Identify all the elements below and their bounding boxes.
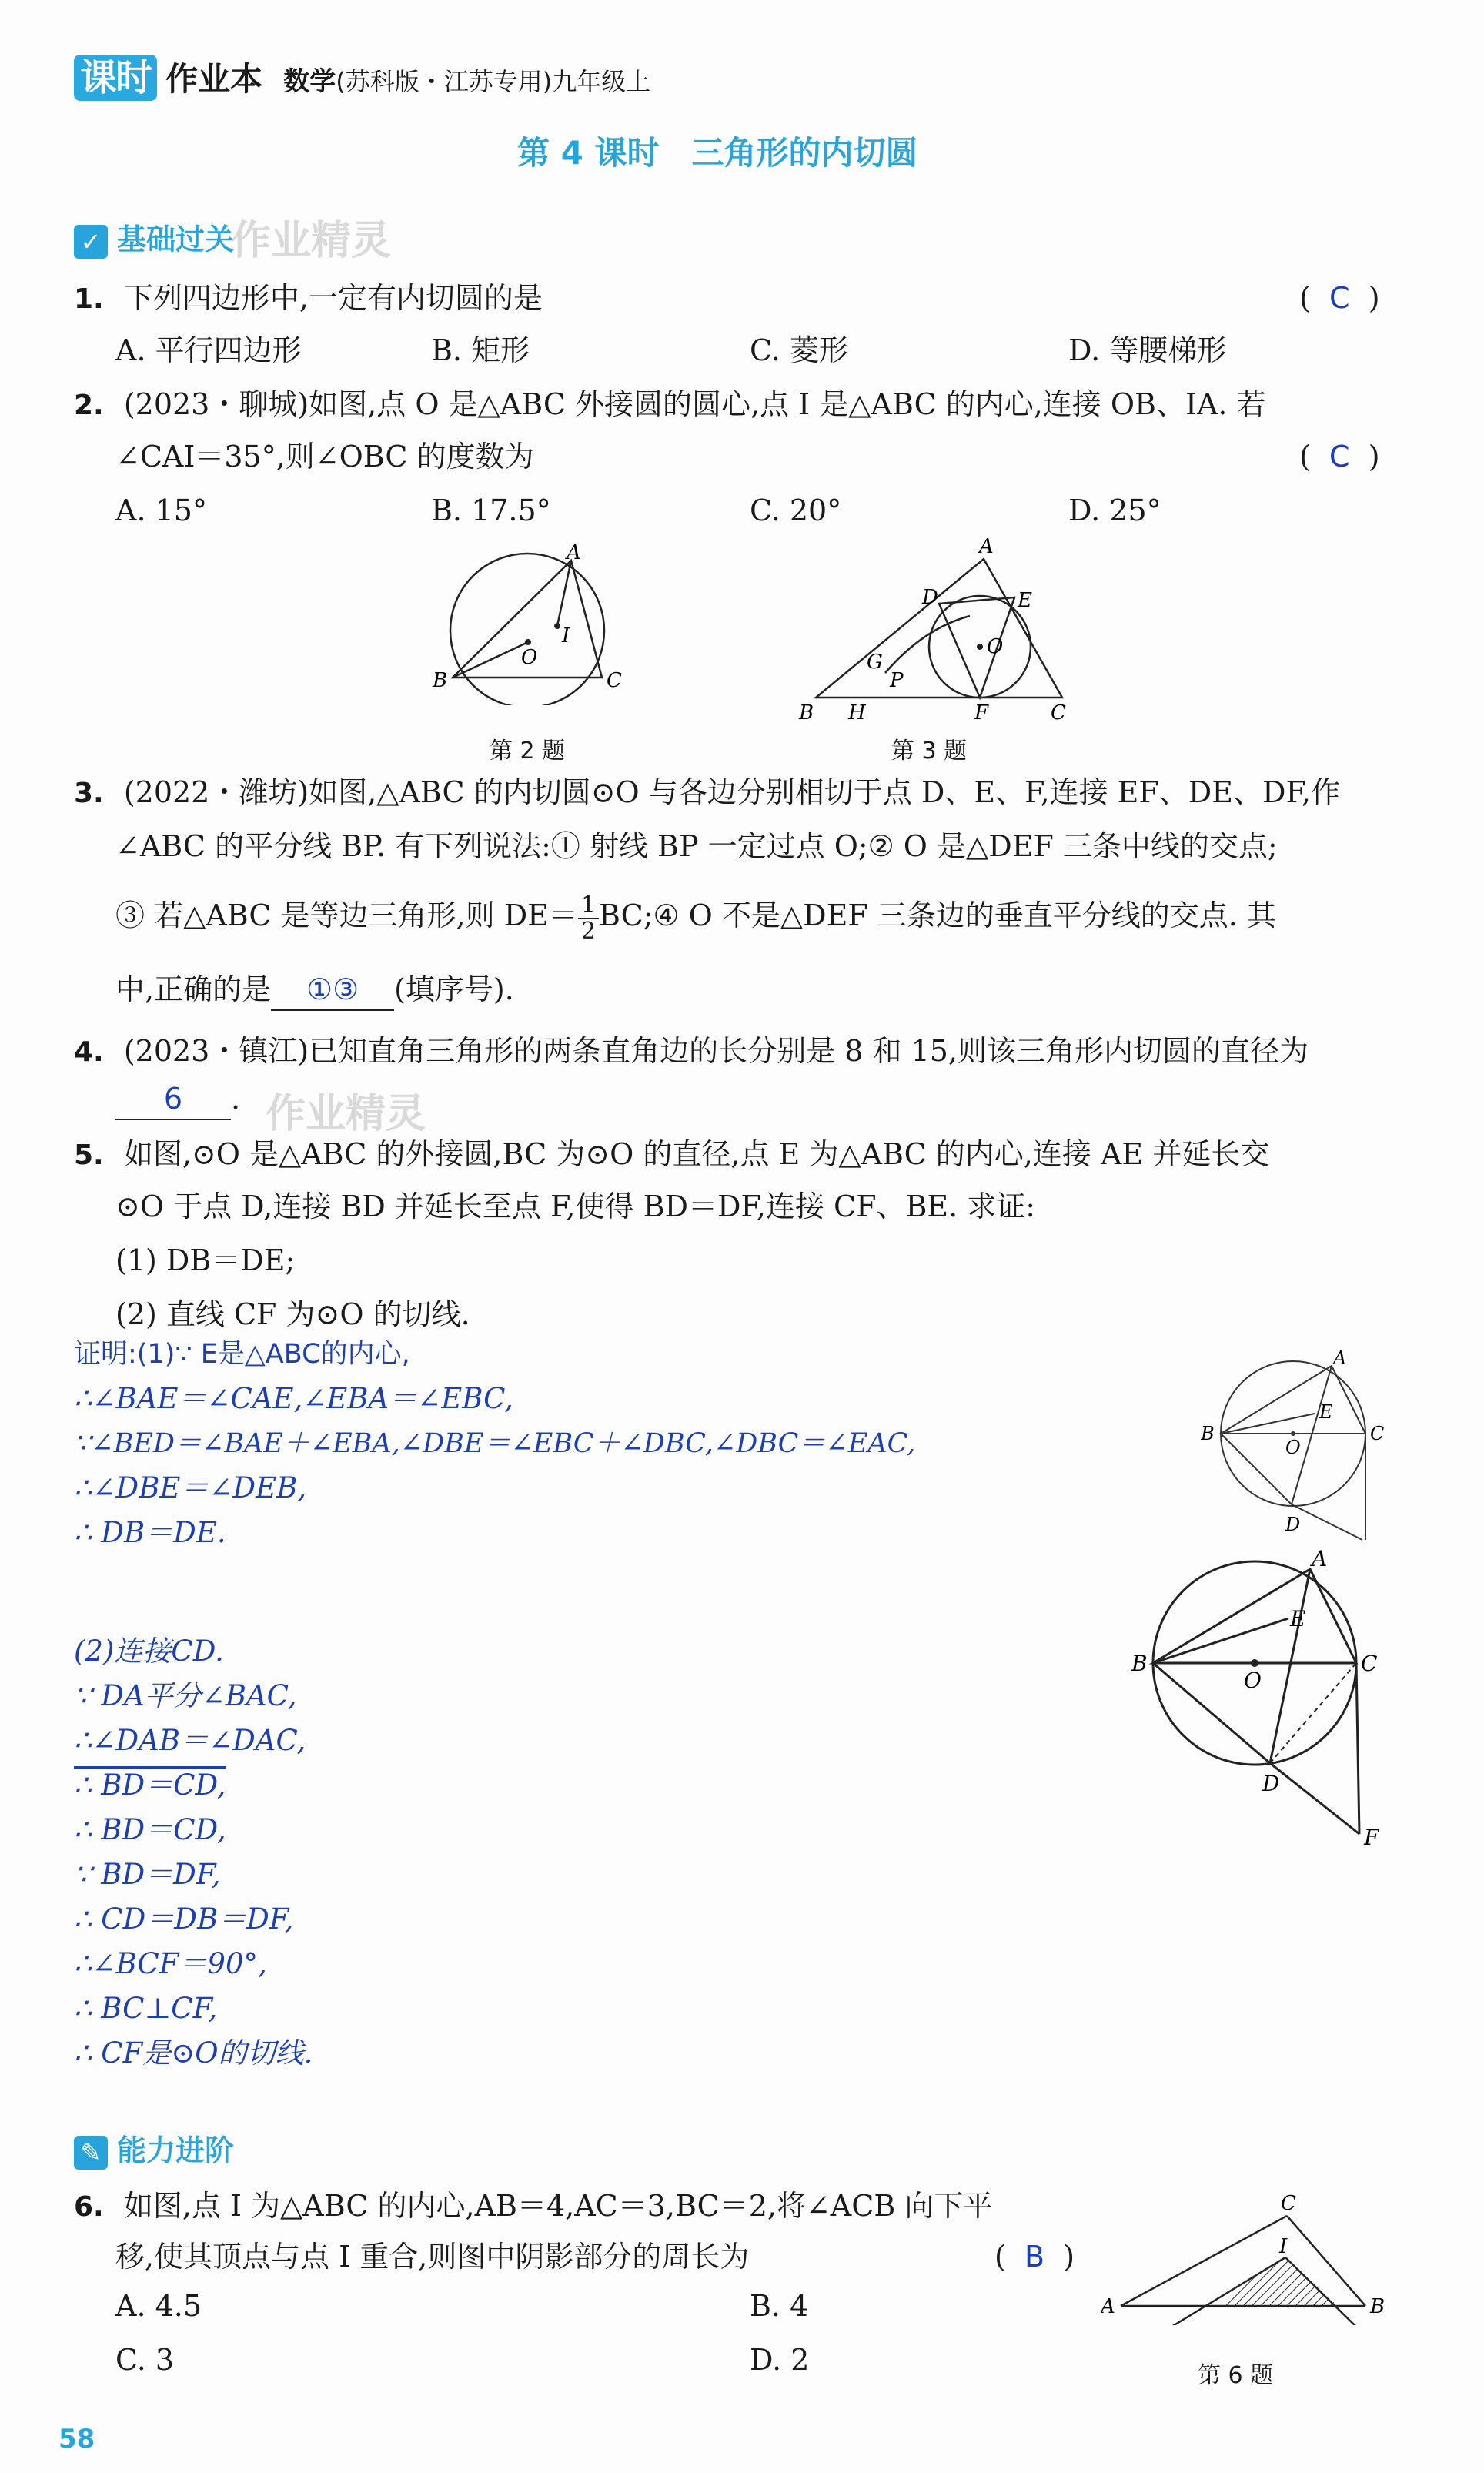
- q6-answer-bracket: ( B ): [994, 2240, 1075, 2274]
- q6-line1: [74, 2187, 992, 2227]
- section-basic-label: 基础过关: [117, 223, 235, 256]
- svg-text:E: E: [1018, 589, 1032, 612]
- q6-option-c: C. 3: [115, 2343, 175, 2377]
- q3-line4: [115, 970, 514, 1011]
- svg-text:D: D: [1285, 1514, 1301, 1535]
- q5-line1: [74, 1135, 1269, 1175]
- figure-q3: [793, 536, 1078, 728]
- proof2-line: ∴ BC⊥CF,: [74, 1992, 218, 2025]
- q4-text: (2023・镇江)已知直角三角形的两条直角边的长分别是 8 和 15,则该三角形内切圆的直径为: [123, 1034, 1309, 1068]
- q3-text-3a: ③ 若△ABC 是等边三角形,则 DE＝: [115, 899, 578, 932]
- svg-text:A: A: [1101, 2295, 1115, 2318]
- svg-text:C: C: [1370, 1423, 1385, 1444]
- q3-figure-caption: 第 3 题: [891, 738, 968, 765]
- figure-q5-large: [1131, 1548, 1393, 1848]
- proof1-line: 证明:(1)∵ E是△ABC的内心,: [74, 1339, 410, 1370]
- q2-answer: C: [1329, 440, 1350, 474]
- proof1-line: ∵∠BED＝∠BAE＋∠EBA,∠DBE＝∠EBC＋∠DBC,∠DBC＝∠EAC,: [74, 1428, 916, 1459]
- q4-answer: 6: [115, 1079, 231, 1120]
- q6-answer: B: [1024, 2240, 1045, 2274]
- watermark-1: 作业精灵: [231, 218, 392, 264]
- fraction-denominator: 2: [580, 917, 596, 945]
- section-advanced-label: 能力进阶: [117, 2133, 235, 2167]
- q3-answer: ①③: [271, 970, 394, 1011]
- q3-text-1: (2022・潍坊)如图,△ABC 的内切圆⊙O 与各边分别相切于点 D、E、F,连接 EF、DE、DF,作: [123, 775, 1340, 809]
- svg-text:F: F: [1364, 1825, 1379, 1848]
- q6-option-a: A. 4.5: [115, 2289, 202, 2323]
- svg-text:A: A: [979, 536, 994, 558]
- figure-q5-small: [1201, 1347, 1385, 1548]
- svg-text:I: I: [562, 624, 570, 648]
- proof2-line: ∴ BD＝CD,: [74, 1769, 226, 1802]
- proof-part2: [74, 1629, 313, 2076]
- q2-answer-bracket: ( C ): [1299, 440, 1380, 474]
- q3-line1: [74, 773, 1340, 813]
- proof2-line: ∴∠DAB＝∠DAC,: [74, 1724, 306, 1757]
- q4-line2: [115, 1079, 240, 1120]
- q5-text-1: 如图,⊙O 是△ABC 的外接圆,BC 为⊙O 的直径,点 E 为△ABC 的内心,连接 AE 并延长交: [123, 1137, 1270, 1171]
- svg-text:B: B: [1131, 1651, 1148, 1676]
- header: [74, 48, 650, 101]
- q2-option-a: A. 15°: [115, 494, 207, 527]
- q2-option-c: C. 20°: [750, 494, 842, 527]
- section-basic-heading: [74, 216, 234, 259]
- svg-text:A: A: [567, 544, 581, 564]
- q2-line2: ∠CAI＝35°,则∠OBC 的度数为: [115, 440, 534, 474]
- q6-option-d: D. 2: [750, 2343, 810, 2377]
- q1-answer: C: [1329, 281, 1350, 315]
- svg-text:A: A: [1333, 1347, 1347, 1369]
- svg-text:C: C: [607, 669, 622, 692]
- q4-line1: [74, 1032, 1309, 1072]
- section-advanced-heading: [74, 2127, 234, 2170]
- svg-text:B: B: [1370, 2295, 1385, 2318]
- svg-text:B: B: [433, 669, 448, 692]
- svg-text:D: D: [1262, 1771, 1280, 1796]
- proof2-line: ∴∠BCF＝90°,: [74, 1947, 267, 1980]
- svg-text:C: C: [1361, 1651, 1378, 1676]
- proof1-line: ∴∠DBE＝∠DEB,: [74, 1471, 307, 1504]
- q6-line2: 移,使其顶点与点 I 重合,则图中阴影部分的周长为: [115, 2240, 750, 2274]
- svg-text:O: O: [1244, 1668, 1262, 1693]
- proof2-line: (2)连接CD.: [74, 1635, 224, 1668]
- proof1-line: ∴ DB＝DE.: [74, 1516, 226, 1549]
- q2-option-b: B. 17.5°: [431, 494, 551, 527]
- q1-option-b: B. 矩形: [431, 333, 530, 367]
- svg-text:I: I: [1279, 2235, 1288, 2258]
- q3-number: 3.: [74, 778, 104, 809]
- q1-answer-bracket: ( C ): [1299, 281, 1380, 315]
- proof2-line: ∵ BD＝DF,: [74, 1858, 221, 1891]
- proof2-line: ∴ CD＝DB＝DF,: [74, 1902, 294, 1936]
- pencil-icon: ✎: [74, 2136, 108, 2170]
- q6-option-b: B. 4: [750, 2289, 809, 2323]
- q3-text-4a: 中,正确的是: [115, 972, 272, 1006]
- q3-line2: ∠ABC 的平分线 BP. 有下列说法:① 射线 BP 一定过点 O;② O 是△DEF 三条中线的交点;: [115, 829, 1278, 863]
- svg-text:F: F: [974, 701, 989, 724]
- figure-q6: [1101, 2187, 1401, 2325]
- proof2-line: ∴ CF是⊙O的切线.: [74, 2036, 313, 2070]
- lesson-title: 第 4 课时 三角形的内切圆: [517, 134, 918, 172]
- q5-sub2: (2) 直线 CF 为⊙O 的切线.: [115, 1297, 470, 1331]
- q6-figure-caption: 第 6 题: [1198, 2362, 1274, 2389]
- fraction-one-half: [578, 893, 599, 943]
- q4-number: 4.: [74, 1036, 104, 1068]
- q1-option-a: A. 平行四边形: [115, 333, 302, 367]
- q5-line2: ⊙O 于点 D,连接 BD 并延长至点 F,使得 BD＝DF,连接 CF、BE. 求证:: [115, 1190, 1036, 1223]
- watermark-2: 作业精灵: [266, 1091, 426, 1137]
- fraction-numerator: 1: [578, 893, 599, 919]
- checkbox-icon: ✓: [74, 225, 108, 259]
- q1-stem: [74, 279, 543, 319]
- q2-option-d: D. 25°: [1068, 494, 1161, 527]
- svg-text:O: O: [521, 646, 538, 669]
- q5-sub1: (1) DB＝DE;: [115, 1243, 296, 1277]
- q3-text-4b: (填序号).: [394, 972, 514, 1006]
- svg-text:D: D: [922, 586, 938, 609]
- svg-text:C: C: [1281, 2192, 1296, 2215]
- q1-option-d: D. 等腰梯形: [1068, 333, 1227, 367]
- figure-q2: [431, 544, 647, 705]
- q2-number: 2.: [74, 390, 104, 421]
- edition: (苏科版・江苏专用)九年级上: [336, 67, 651, 96]
- q4-end: .: [231, 1082, 241, 1116]
- svg-text:O: O: [987, 635, 1004, 658]
- proof1-line: ∴∠BAE＝∠CAE,∠EBA＝∠EBC,: [74, 1382, 513, 1415]
- q1-text: 下列四边形中,一定有内切圆的是: [123, 281, 543, 315]
- q6-text-1: 如图,点 I 为△ABC 的内心,AB＝4,AC＝3,BC＝2,将∠ACB 向下平: [123, 2189, 993, 2223]
- book-name: 作业本: [165, 60, 263, 98]
- q5-number: 5.: [74, 1139, 104, 1171]
- q2-line1: [74, 385, 1266, 425]
- svg-text:G: G: [867, 651, 883, 674]
- svg-text:H: H: [848, 701, 866, 724]
- logo: 课时: [74, 55, 157, 101]
- svg-text:E: E: [1319, 1401, 1333, 1423]
- svg-text:E: E: [1290, 1606, 1306, 1631]
- proof2-line: ∴ BD＝CD,: [74, 1813, 226, 1846]
- q2-figure-caption: 第 2 题: [490, 738, 566, 765]
- svg-text:O: O: [1285, 1437, 1301, 1458]
- svg-text:A: A: [1312, 1548, 1328, 1571]
- svg-text:B: B: [1201, 1423, 1215, 1444]
- proof2-line: ∵ DA平分∠BAC,: [74, 1679, 297, 1712]
- q3-line3: [115, 893, 1276, 943]
- q6-number: 6.: [74, 2191, 104, 2223]
- q2-text-1: (2023・聊城)如图,点 O 是△ABC 外接圆的圆心,点 I 是△ABC 的内心,连接 OB、IA. 若: [123, 387, 1266, 421]
- page-number: 58: [58, 2424, 95, 2455]
- subject: 数学: [283, 66, 336, 97]
- proof-part1: [74, 1332, 915, 1555]
- q1-number: 1.: [74, 283, 104, 315]
- q1-option-c: C. 菱形: [750, 333, 848, 367]
- svg-text:C: C: [1051, 701, 1066, 724]
- svg-text:P: P: [890, 669, 904, 692]
- q3-text-3b: BC;④ O 不是△DEF 三条边的垂直平分线的交点. 其: [599, 899, 1276, 932]
- svg-text:B: B: [799, 701, 814, 724]
